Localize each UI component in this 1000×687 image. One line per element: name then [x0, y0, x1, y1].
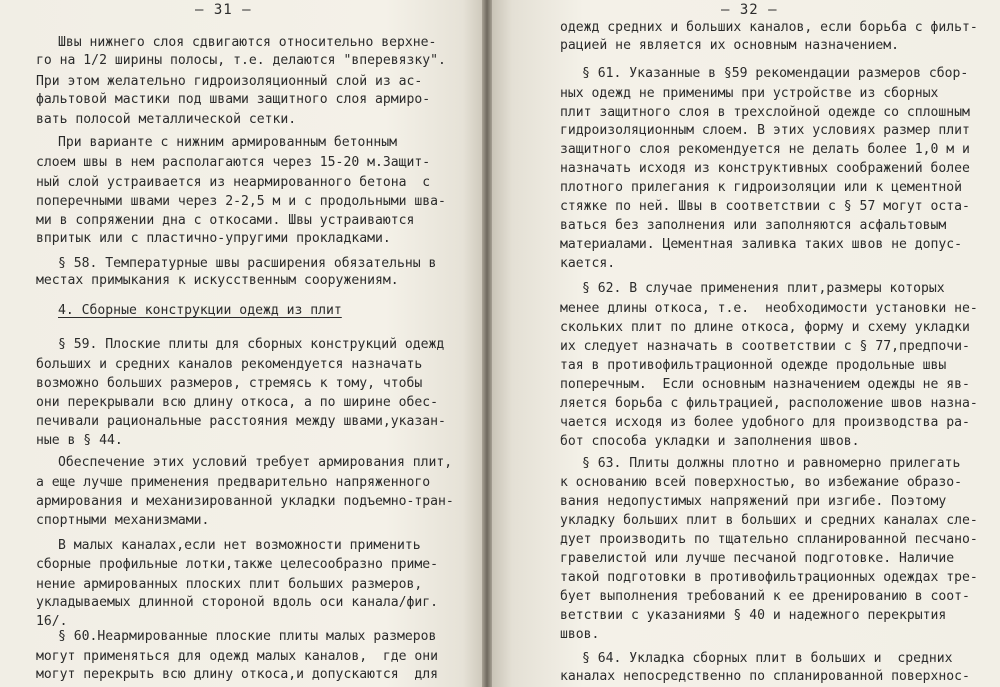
page-number: — 32 —: [721, 2, 778, 18]
text-line: армирования и механизированной укладки подъемно-тран-: [36, 494, 454, 509]
text-line: слоем швы в нем располагаются через 15-20 м.Защит-: [36, 155, 431, 170]
text-line: их следует назначать в соответствии с § 77,предпочи-: [560, 339, 970, 354]
text-line: гравелистой или лучше песчаной подготовке. Наличие: [560, 551, 955, 566]
text-line: § 64. Укладка сборных плит в больших и средних: [582, 651, 953, 666]
text-line: При варианте с нижним армированным бетонным: [58, 135, 397, 150]
text-line: вать полосой металлической сетки.: [36, 112, 297, 127]
text-line: местах примыкания к искусственным сооружениям.: [36, 273, 399, 288]
text-line: го на 1/2 ширины полосы, т.е. делаются "вперевязку".: [36, 53, 446, 68]
text-line: швов.: [560, 627, 600, 642]
text-line: Швы нижнего слоя сдвигаются относительно верхне-: [58, 35, 437, 50]
text-line: рацией не является их основным назначением.: [560, 38, 899, 53]
page-number: — 31 —: [195, 2, 252, 18]
text-line: ный слой устраивается из неармированного бетона с: [36, 175, 431, 190]
text-line: стяжке по ней. Швы в соответствии с § 57 могут оста-: [560, 199, 970, 214]
text-line: к основанию всей поверхностью, во избежание образо-: [560, 475, 963, 490]
text-line: бот способа укладки и заполнения швов.: [560, 434, 860, 449]
text-line: укладку больших плит в больших и средних каналах сле-: [560, 513, 978, 528]
text-line: кается.: [560, 256, 616, 271]
text-line: ми в сопряжении дна с откосами. Швы устраиваются: [36, 213, 415, 228]
text-line: печивали рациональные расстояния между швами,указан-: [36, 414, 446, 429]
text-line: поперечным. Если основным назначением одежды не яв-: [560, 377, 970, 392]
text-line: фальтовой мастики под швами защитного слоя армиро-: [36, 92, 431, 107]
text-line: В малых каналах,если нет возможности применить: [58, 538, 421, 553]
text-line: сборные профильные лотки,также целесообразно приме-: [36, 557, 439, 572]
text-line: одежд средних и больших каналов, если борьба с фильт-: [560, 20, 978, 35]
text-line: возможно больших размеров, стремясь к тому, чтобы: [36, 376, 423, 391]
text-line: § 61. Указанные в §59 рекомендации размеров сбор-: [582, 66, 969, 81]
text-line: § 59. Плоские плиты для сборных конструкций одежд: [58, 337, 445, 352]
text-line: ляется борьба с фильтрацией, расположение швов назна-: [560, 396, 978, 411]
text-line: каналах непосредственно по спланированной поверхнос-: [560, 669, 970, 684]
text-line: § 58. Температурные швы расширения обязательны в: [58, 256, 437, 271]
text-line: укладываемых длинной стороной вдоль оси канала/фиг.: [36, 595, 439, 610]
book-gutter: [482, 0, 492, 687]
text-line: § 62. В случае применения плит,размеры которых: [582, 281, 945, 296]
text-line: скольких плит по длине откоса, форму и схему укладки: [560, 320, 970, 335]
text-line: § 60.Неармированные плоские плиты малых размеров: [58, 629, 437, 644]
text-line: материалами. Цементная заливка таких швов не допус-: [560, 237, 963, 252]
text-line: могут применяться для одежд малых каналов, где они: [36, 649, 439, 664]
text-line: гидроизоляционным слоем. В этих условиях размер плит: [560, 123, 970, 138]
text-line: нение армированных плоских плит больших размеров,: [36, 577, 423, 592]
text-line: При этом желательно гидроизоляционный слой из ас-: [36, 74, 423, 89]
text-line: дует производить по тщательно спланированной песчано-: [560, 532, 978, 547]
text-line: назначать исходя из конструктивных соображений более: [560, 161, 970, 176]
text-line: ных одежд не применимы при устройстве из сборных: [560, 86, 939, 101]
left-page: [0, 0, 482, 687]
text-line: а еще лучше применения предварительно напряженного: [36, 475, 431, 490]
text-line: могут перекрыть всю длину откоса,и допускаются для: [36, 667, 439, 682]
text-line: ваться без заполнения или заполняются асфальтовым: [560, 218, 947, 233]
text-line: менее длины откоса, т.е. необходимости установки не-: [560, 301, 978, 316]
text-line: такой подготовки в противофильтрационных одеждах тре-: [560, 570, 978, 585]
section-heading: 4. Сборные конструкции одежд из плит: [58, 303, 342, 318]
text-line: чается исходя из более удобного для производства ра-: [560, 415, 970, 430]
text-line: защитного слоя рекомендуется не делать более 1,0 м и: [560, 142, 970, 157]
text-line: Обеспечение этих условий требует армирования плит,: [58, 455, 453, 470]
text-line: бует выполнения требований к ее дренированию в соот-: [560, 589, 970, 604]
text-line: впритык или с пластично-упругими прокладками.: [36, 231, 391, 246]
text-line: спортными механизмами.: [36, 513, 210, 528]
text-line: § 63. Плиты должны плотно и равномерно прилегать: [582, 456, 961, 471]
text-line: плотного прилегания к гидроизоляции или к цементной: [560, 180, 963, 195]
text-line: плит защитного слоя в трехслойной одежде со сплошным: [560, 105, 970, 120]
text-line: вания недопустимых напряжений при изгибе. Поэтому: [560, 494, 947, 509]
text-line: ветствии с указаниями § 40 и надежного перекрытия: [560, 608, 947, 623]
text-line: поперечными швами через 2-2,5 м и с продольными шва-: [36, 194, 446, 209]
text-line: тая в противофильтрационной одежде продольные швы: [560, 358, 947, 373]
right-page: [492, 0, 1000, 687]
text-line: ные в § 44.: [36, 433, 123, 448]
text-line: 16/.: [36, 614, 68, 629]
text-line: они перекрывали всю длину откоса, а по ширине обес-: [36, 395, 439, 410]
text-line: больших и средних каналов рекомендуется назначать: [36, 357, 423, 372]
